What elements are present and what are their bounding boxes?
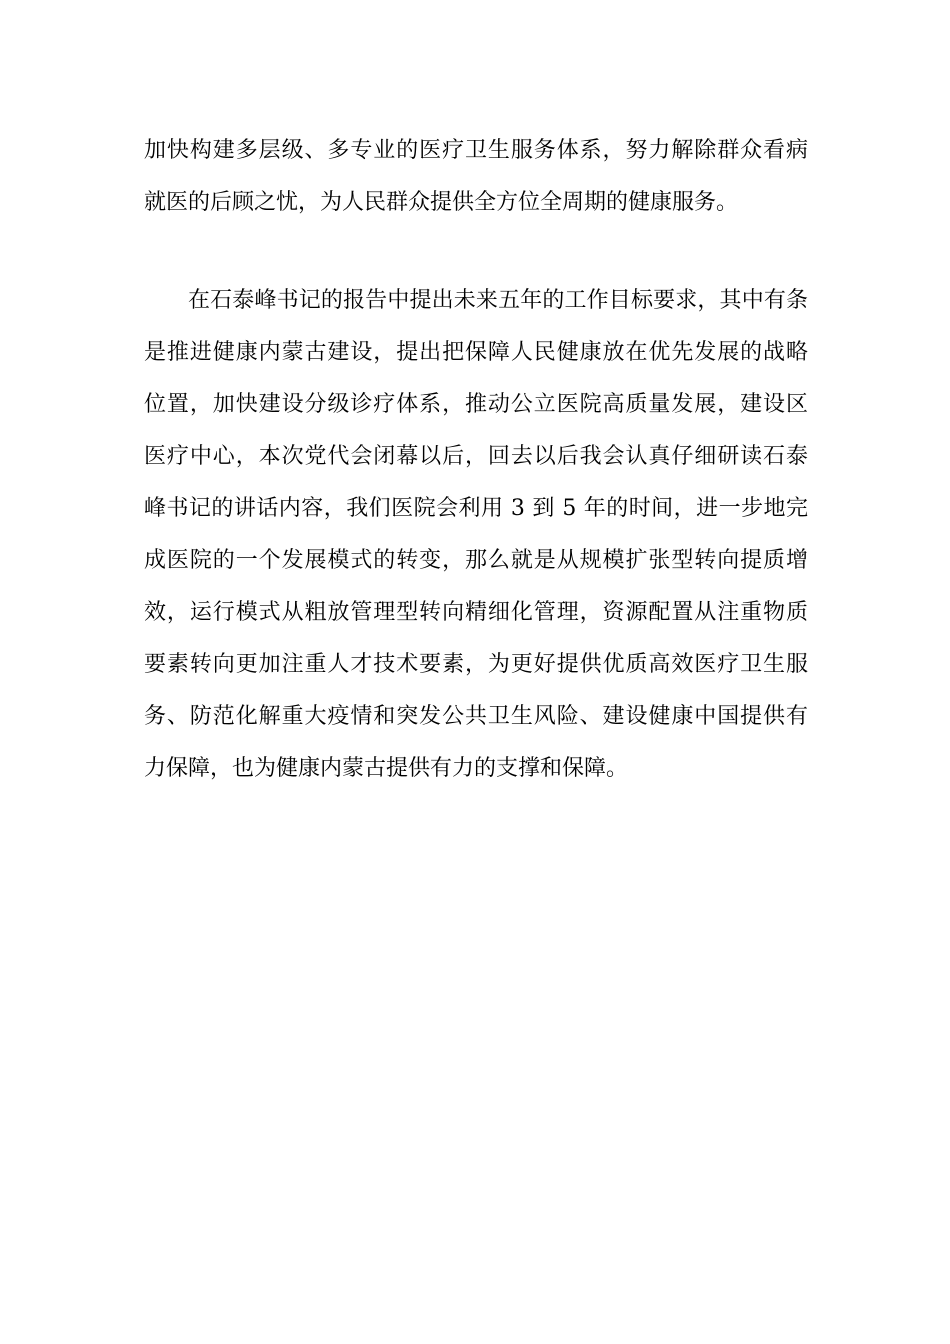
paragraph-line: 就医的后顾之忧，为人民群众提供全方位全周期的健康服务。 xyxy=(144,190,739,215)
paragraph-line: 成医院的一个发展模式的转变，那么就是从规模扩张型转向提质增 xyxy=(144,548,808,573)
paragraph-line: 要素转向更加注重人才技术要素，为更好提供优质高效医疗卫生服 xyxy=(144,652,808,677)
paragraph-line: 是推进健康内蒙古建设，提出把保障人民健康放在优先发展的战略 xyxy=(144,340,808,365)
paragraph-line: 峰书记的讲话内容，我们医院会利用 3 到 5 年的时间，进一步地完 xyxy=(144,496,808,521)
paragraph-line: 效，运行模式从粗放管理型转向精细化管理，资源配置从注重物质 xyxy=(144,600,808,625)
paragraph-line: 医疗中心，本次党代会闭幕以后，回去以后我会认真仔细研读石泰 xyxy=(144,444,808,469)
paragraph-line: 加快构建多层级、多专业的医疗卫生服务体系，努力解除群众看病 xyxy=(144,138,808,163)
paragraph-line: 位置，加快建设分级诊疗体系，推动公立医院高质量发展，建设区 xyxy=(144,392,808,417)
paragraph-line: 力保障，也为健康内蒙古提供有力的支撑和保障。 xyxy=(144,756,629,781)
paragraph-line: 务、防范化解重大疫情和突发公共卫生风险、建设健康中国提供有 xyxy=(144,704,808,729)
paragraph-line: 在石泰峰书记的报告中提出未来五年的工作目标要求，其中有条 xyxy=(188,288,808,313)
